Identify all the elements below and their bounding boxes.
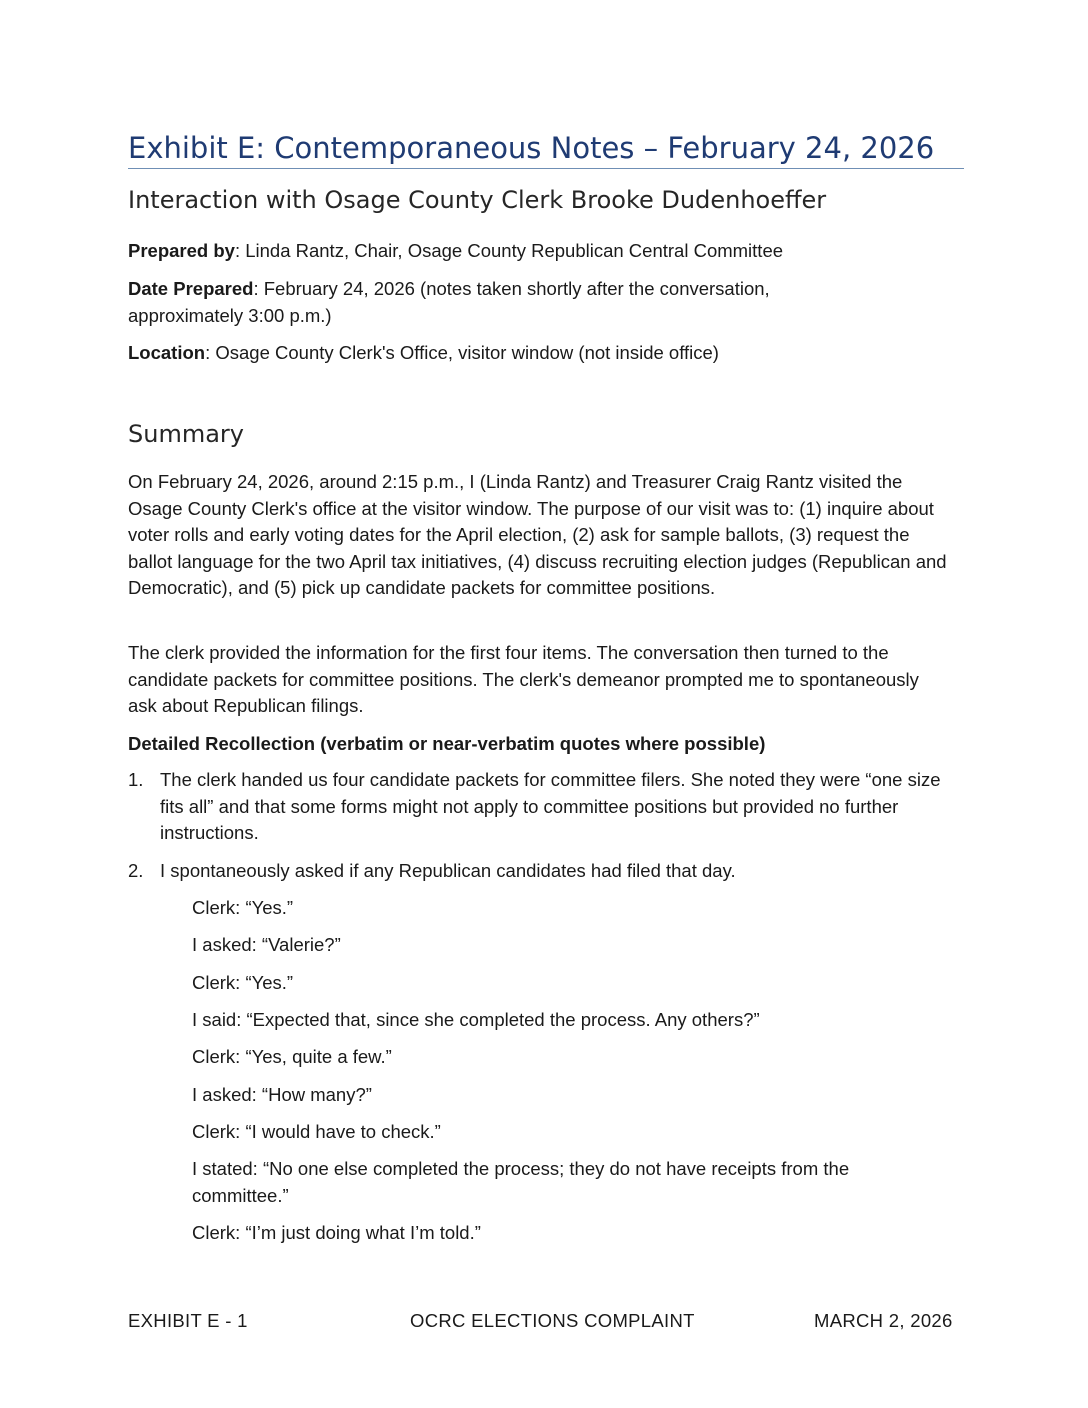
location-value: : Osage County Clerk's Office, visitor window (not inside office) [205,342,719,363]
list-item-number: 2. [128,860,144,881]
prepared-by-value: : Linda Rantz, Chair, Osage County Republican Central Committee [234,240,784,261]
summary-paragraph-1: On February 24, 2026, around 2:15 p.m., I (Linda Rantz) and Treasurer Craig Rantz visited the Osage County Clerk's office at the visitor window. The purpose of our visit was to: (1) inquire about voter rolls and early voting dates for the April election, (2) ask for sample ballots, (3) request the ballot language for the two April tax initiatives, (4) discuss recruiting election judges (Republican and Democratic), and (5) pick up candidate packets for committee positions. [128,471,947,598]
list-item [128,858,940,885]
dialogue-line: I stated: “No one else completed the process; they do not have receipts from the committee.” [192,1158,850,1206]
date-prepared-value: : February 24, 2026 (notes taken shortly after the conversation, approximately 3:00 p.m.) [128,278,770,326]
footer-date: MARCH 2, 2026 [814,1310,953,1331]
dialogue-line: Clerk: “Yes.” [192,897,294,918]
location-label: Location [128,342,206,363]
list-item-text: I spontaneously asked if any Republican candidates had filed that day. [160,860,736,881]
dialogue-line: Clerk: “Yes.” [192,972,294,993]
summary-heading: Summary [128,420,244,448]
dialogue-line: Clerk: “I’m just doing what I’m told.” [192,1222,481,1243]
summary-paragraph-2: The clerk provided the information for the first four items. The conversation then turned to the candidate packets for committee positions. The clerk's demeanor prompted me to spontaneously ask about Republican filings. [128,642,919,716]
list-item-text: The clerk handed us four candidate packets for committee filers. She noted they were “one size fits all” and that some forms might not apply to committee positions but provided no further instructions. [160,769,941,843]
list-item [128,767,942,847]
location-line [128,340,964,367]
dialogue-line: I asked: “How many?” [192,1084,372,1105]
prepared-by-line [128,238,964,265]
dialogue-line: Clerk: “Yes, quite a few.” [192,1046,392,1067]
date-prepared-line [128,276,848,329]
date-prepared-label: Date Prepared [128,278,254,299]
dialogue-line: I asked: “Valerie?” [192,934,341,955]
dialogue-line: I said: “Expected that, since she completed the process. Any others?” [192,1009,760,1030]
dialogue-line: Clerk: “I would have to check.” [192,1121,441,1142]
footer-document-title: OCRC ELECTIONS COMPLAINT [410,1310,695,1331]
prepared-by-label: Prepared by [128,240,235,261]
footer-exhibit-number: EXHIBIT E - 1 [128,1310,248,1331]
interaction-subtitle: Interaction with Osage County Clerk Brooke Dudenhoeffer [128,186,827,214]
detailed-recollection-heading: Detailed Recollection (verbatim or near-verbatim quotes where possible) [128,733,766,754]
exhibit-title: Exhibit E: Contemporaneous Notes – February 24, 2026 [128,128,964,169]
list-item-number: 1. [128,769,144,790]
